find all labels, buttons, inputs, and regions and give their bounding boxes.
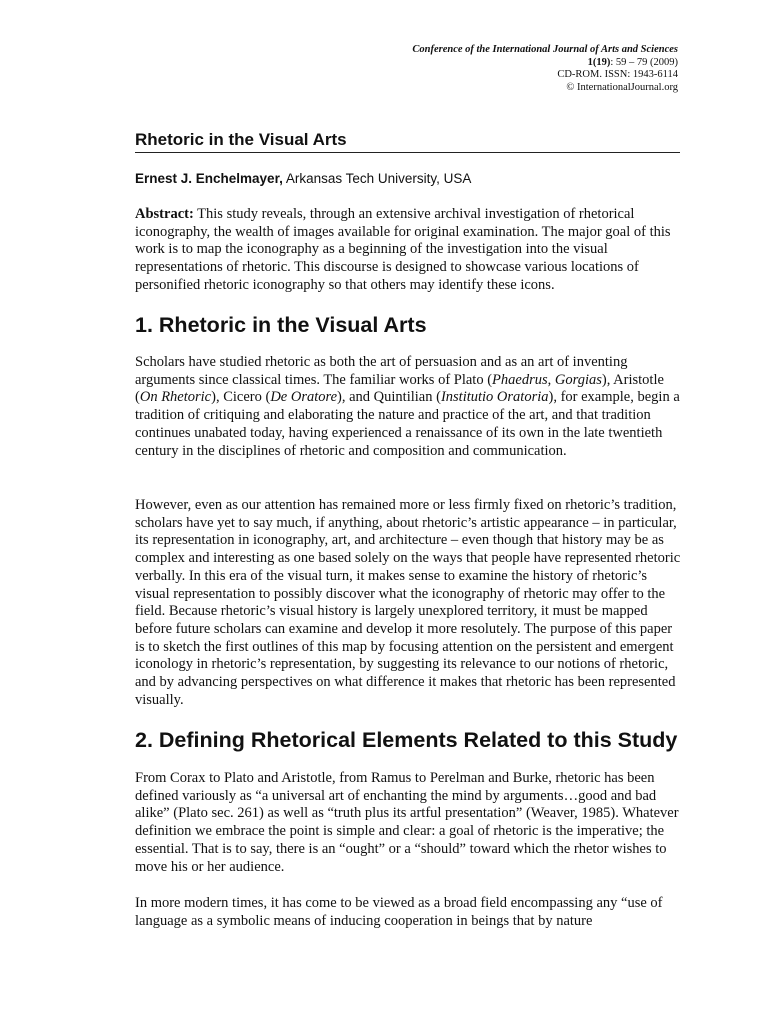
author-name: Ernest J. Enchelmayer, [135,171,283,186]
author-line [135,171,471,186]
text-run: Scholars have studied rhetoric as both the art of persuasion and as an art of inventing arguments since classical times. The familiar works of Plato ( [135,354,628,388]
work-title: De Oratore [270,389,338,406]
conference-name: Conference of the International Journal of Arts and Sciences [412,44,678,55]
issn-line: CD-ROM. ISSN: 1943-6114 [557,69,678,80]
paper-title: Rhetoric in the Visual Arts [135,130,347,149]
section-1-paragraph-2: However, even as our attention has remained more or less firmly fixed on rhetoric’s tradition, scholars have yet to say much, if anything, about rhetoric’s artistic appearance – in particular, its representation in iconography, art, and architecture – even though that history may be as complex and interesting as one based solely on the ways that people have represented rhetoric verbally. In this era of the visual turn, it makes sense to examine the history of rhetoric’s visual representation to possibly discover what the iconography of rhetoric may offer to the field. Because rhetoric’s visual history is largely unexplored territory, it must be mapped before future scholars can examine and develop it more resolutely. The purpose of this paper is to sketch the first outlines of this map by focusing attention on the persistent and emergent iconology in rhetoric’s representation, by suggesting its relevance to our notions of rhetoric, and by advancing perspectives on what difference it makes that rhetoric has been represented visually. [135,497,681,708]
abstract [135,206,683,295]
abstract-label: Abstract: [135,206,194,222]
section-heading-2: 2. Defining Rhetorical Elements Related to this Study [135,728,678,752]
text-run: ), Cicero ( [211,389,271,406]
volume-pages: : 59 – 79 (2009) [610,56,678,68]
text-run: ), Aristotle ( [135,371,664,406]
section-heading-1: 1. Rhetoric in the Visual Arts [135,313,427,337]
copyright-line: © InternationalJournal.org [566,81,678,93]
work-title: Gorgias [554,371,602,388]
text-run: ), for example, begin a tradition of critiquing and elaborating the nature and practice of the art, and that tradition continues unabated today, having experienced a renaissance of its own in the late twentieth century in the disciplines of rhetoric and composition and communication. [135,389,680,459]
work-title: On Rhetoric [139,389,212,406]
text-run: ), and Quintilian ( [337,389,441,406]
abstract-text: This study reveals, through an extensive archival investigation of rhetorical iconography, the wealth of images available for original examination. The major goal of this work is to map the iconography as a beginning of the investigation into the visual representations of rhetoric. This discourse is designed to showcase various locations of personified rhetoric iconography so that others may identify these icons. [135,206,671,293]
work-title: Institutio Oratoria [440,389,549,406]
section-2-paragraph-2: In more modern times, it has come to be viewed as a broad field encompassing any “use of language as a symbolic means of inducing cooperation in beings that by nature [135,895,663,929]
author-affiliation: Arkansas Tech University, USA [282,171,472,186]
text-run: , [547,371,555,388]
volume-number: 1(19) [587,56,611,68]
work-title: Phaedrus [492,371,548,388]
title-divider [135,152,680,153]
section-2-paragraph-1: From Corax to Plato and Aristotle, from Ramus to Perelman and Burke, rhetoric has been defined variously as “a universal art of enchanting the mind by arguments…good and bad alike” (Plato sec. 261) as well as “truth plus its artful presentation” (Weaver, 1985). Whatever definition we embrace the point is simple and clear: a goal of rhetoric is the imperative; the essential. That is to say, there is an “ought” or a “should” toward which the rhetor wishes to move his or her audience. [135,770,679,875]
section-1-paragraph-1 [135,354,683,460]
journal-header [412,44,678,94]
volume-line [412,57,678,70]
